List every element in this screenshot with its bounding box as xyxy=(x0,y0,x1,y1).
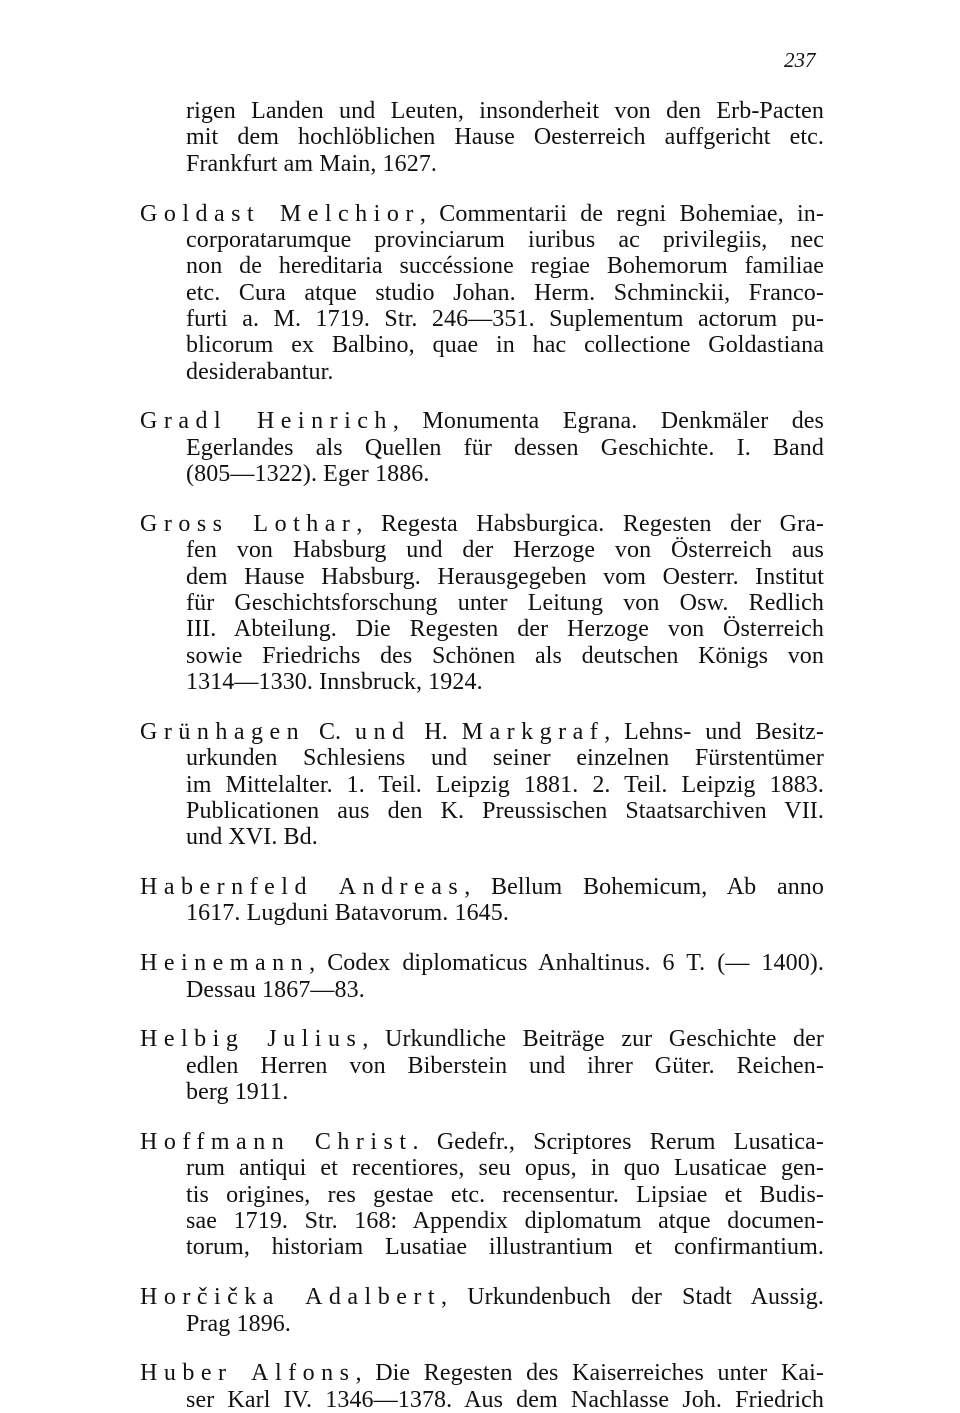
entry-line: 1314—1330. Innsbruck, 1924. xyxy=(186,669,483,696)
entry-text: , Urkundliche Beiträge zur Geschichte der xyxy=(362,1026,825,1053)
author-name: Gradl Heinrich xyxy=(140,408,393,435)
entry-first-line xyxy=(140,874,824,900)
entry-line: Frankfurt am Main, 1627. xyxy=(186,150,438,177)
bibliography-entry xyxy=(140,950,824,1003)
author-name: Gross Lothar xyxy=(140,510,357,537)
author-name: Hoffmann Christ xyxy=(140,1129,413,1155)
entry-text: , Urkundenbuch der Stadt Aussig. xyxy=(441,1284,824,1311)
bibliography-list xyxy=(140,98,824,1413)
entry-line: (805—1322). Eger 1886. xyxy=(186,461,430,488)
entry-line: ser Karl IV. 1346—1378. Aus dem Nachlasse Joh. Friedrich xyxy=(186,1386,824,1413)
entry-text: , Lehns- und Besitz- xyxy=(604,718,824,745)
entry-line: dem Hause Habsburg. Herausgegeben vom Oesterr. Institut xyxy=(186,563,824,590)
entry-line: furti a. M. 1719. Str. 246—351. Suplementum actorum pu- xyxy=(186,305,824,332)
entry-line: desiderabantur. xyxy=(186,358,334,385)
author-initial: C. xyxy=(305,718,355,745)
author-name: Grünhagen xyxy=(140,718,306,745)
author-initial: H. xyxy=(410,718,462,745)
entry-text: , Commentarii de regni Bohemiae, in- xyxy=(419,200,825,227)
entry-first-line xyxy=(140,1129,824,1155)
entry-text: , Die Regesten des Kaiserreiches unter Kai- xyxy=(355,1360,825,1387)
entry-first-line xyxy=(140,201,824,227)
entry-first-line xyxy=(140,950,824,976)
entry-line: corporatarumque provinciarum iuribus ac privilegiis, nec xyxy=(186,226,824,253)
bibliography-entry xyxy=(140,1284,824,1337)
author-name: Huber Alfons xyxy=(140,1360,356,1387)
bibliography-entry xyxy=(140,1360,824,1413)
entry-first-line xyxy=(140,511,824,537)
entry-line: im Mittelalter. 1. Teil. Leipzig 1881. 2. Teil. Leipzig 1883. xyxy=(186,771,824,798)
entry-line: rigen Landen und Leuten, insonderheit von den Erb-Pacten xyxy=(186,98,824,124)
entry-line: mit dem hochlöblichen Hause Oesterreich auffgericht etc. xyxy=(186,124,824,151)
entry-first-line xyxy=(140,1360,824,1386)
entry-line: blicorum ex Balbino, quae in hac collectione Goldastiana xyxy=(186,332,824,359)
author-name: Goldast Melchior xyxy=(140,200,420,227)
bibliography-entry xyxy=(140,98,824,177)
author-name: Markgraf xyxy=(461,718,605,745)
entry-line: etc. Cura atque studio Johan. Herm. Schminckii, Franco- xyxy=(186,279,824,306)
entry-line: tis origines, res gestae etc. recensentur. Lipsiae et Budis- xyxy=(186,1181,824,1208)
author-name: Helbig Julius xyxy=(140,1026,363,1053)
entry-line: sae 1719. Str. 168: Appendix diplomatum atque documen- xyxy=(186,1208,824,1235)
entry-text: , Regesta Habsburgica. Regesten der Gra- xyxy=(356,510,824,537)
entry-line: III. Abteilung. Die Regesten der Herzoge von Österreich xyxy=(186,616,824,643)
bibliography-entry xyxy=(140,719,824,851)
entry-line: urkunden Schlesiens und seiner einzelnen Fürstentümer xyxy=(186,745,824,772)
author-name: Horčička Adalbert xyxy=(140,1284,442,1311)
entry-line: Dessau 1867—83. xyxy=(186,976,365,1003)
author-name: Heinemann xyxy=(140,950,310,977)
bibliography-entry xyxy=(140,408,824,487)
entry-text: , Monumenta Egrana. Denkmäler des xyxy=(392,408,824,435)
bibliography-entry xyxy=(140,511,824,695)
entry-first-line xyxy=(140,719,824,745)
entry-line: Publicationen aus den K. Preussischen Staatsarchiven VII. xyxy=(186,797,824,824)
author-conjunction: und xyxy=(354,718,411,745)
author-name: Habernfeld Andreas xyxy=(140,874,465,901)
entry-first-line xyxy=(140,408,824,434)
entry-line: und XVI. Bd. xyxy=(186,824,318,851)
entry-line: berg 1911. xyxy=(186,1079,289,1106)
entry-first-line xyxy=(140,1284,824,1310)
entry-line: non de hereditaria succéssione regiae Bohemorum familiae xyxy=(186,253,824,280)
entry-text: , Bellum Bohemicum, Ab anno xyxy=(464,874,824,901)
entry-first-line xyxy=(140,1026,824,1052)
entry-line: edlen Herren von Biberstein und ihrer Güter. Reichen- xyxy=(186,1052,824,1079)
entry-line: torum, historiam Lusatiae illustrantium et confirmantium. xyxy=(186,1234,824,1261)
entry-line: Prag 1896. xyxy=(186,1310,291,1337)
entry-line: für Geschichtsforschung unter Leitung von Osw. Redlich xyxy=(186,590,824,616)
bibliography-entry xyxy=(140,201,824,385)
bibliography-entry xyxy=(140,874,824,927)
bibliography-entry xyxy=(140,1026,824,1105)
entry-text: . Gedefr., Scriptores Rerum Lusatica- xyxy=(412,1129,824,1155)
entry-line: Egerlandes als Quellen für dessen Geschichte. I. Band xyxy=(186,434,824,461)
entry-text: , Codex diplomaticus Anhaltinus. 6 T. (— 1400). xyxy=(309,950,824,977)
entry-line: rum antiqui et recentiores, seu opus, in quo Lusaticae gen- xyxy=(186,1155,824,1182)
entry-line: sowie Friedrichs des Schönen als deutschen Königs von xyxy=(186,642,824,669)
entry-line: 1617. Lugduni Batavorum. 1645. xyxy=(186,900,509,927)
page-number: 237 xyxy=(784,48,816,72)
bibliography-entry xyxy=(140,1129,824,1261)
entry-line: fen von Habsburg und der Herzoge von Österreich aus xyxy=(186,537,824,564)
